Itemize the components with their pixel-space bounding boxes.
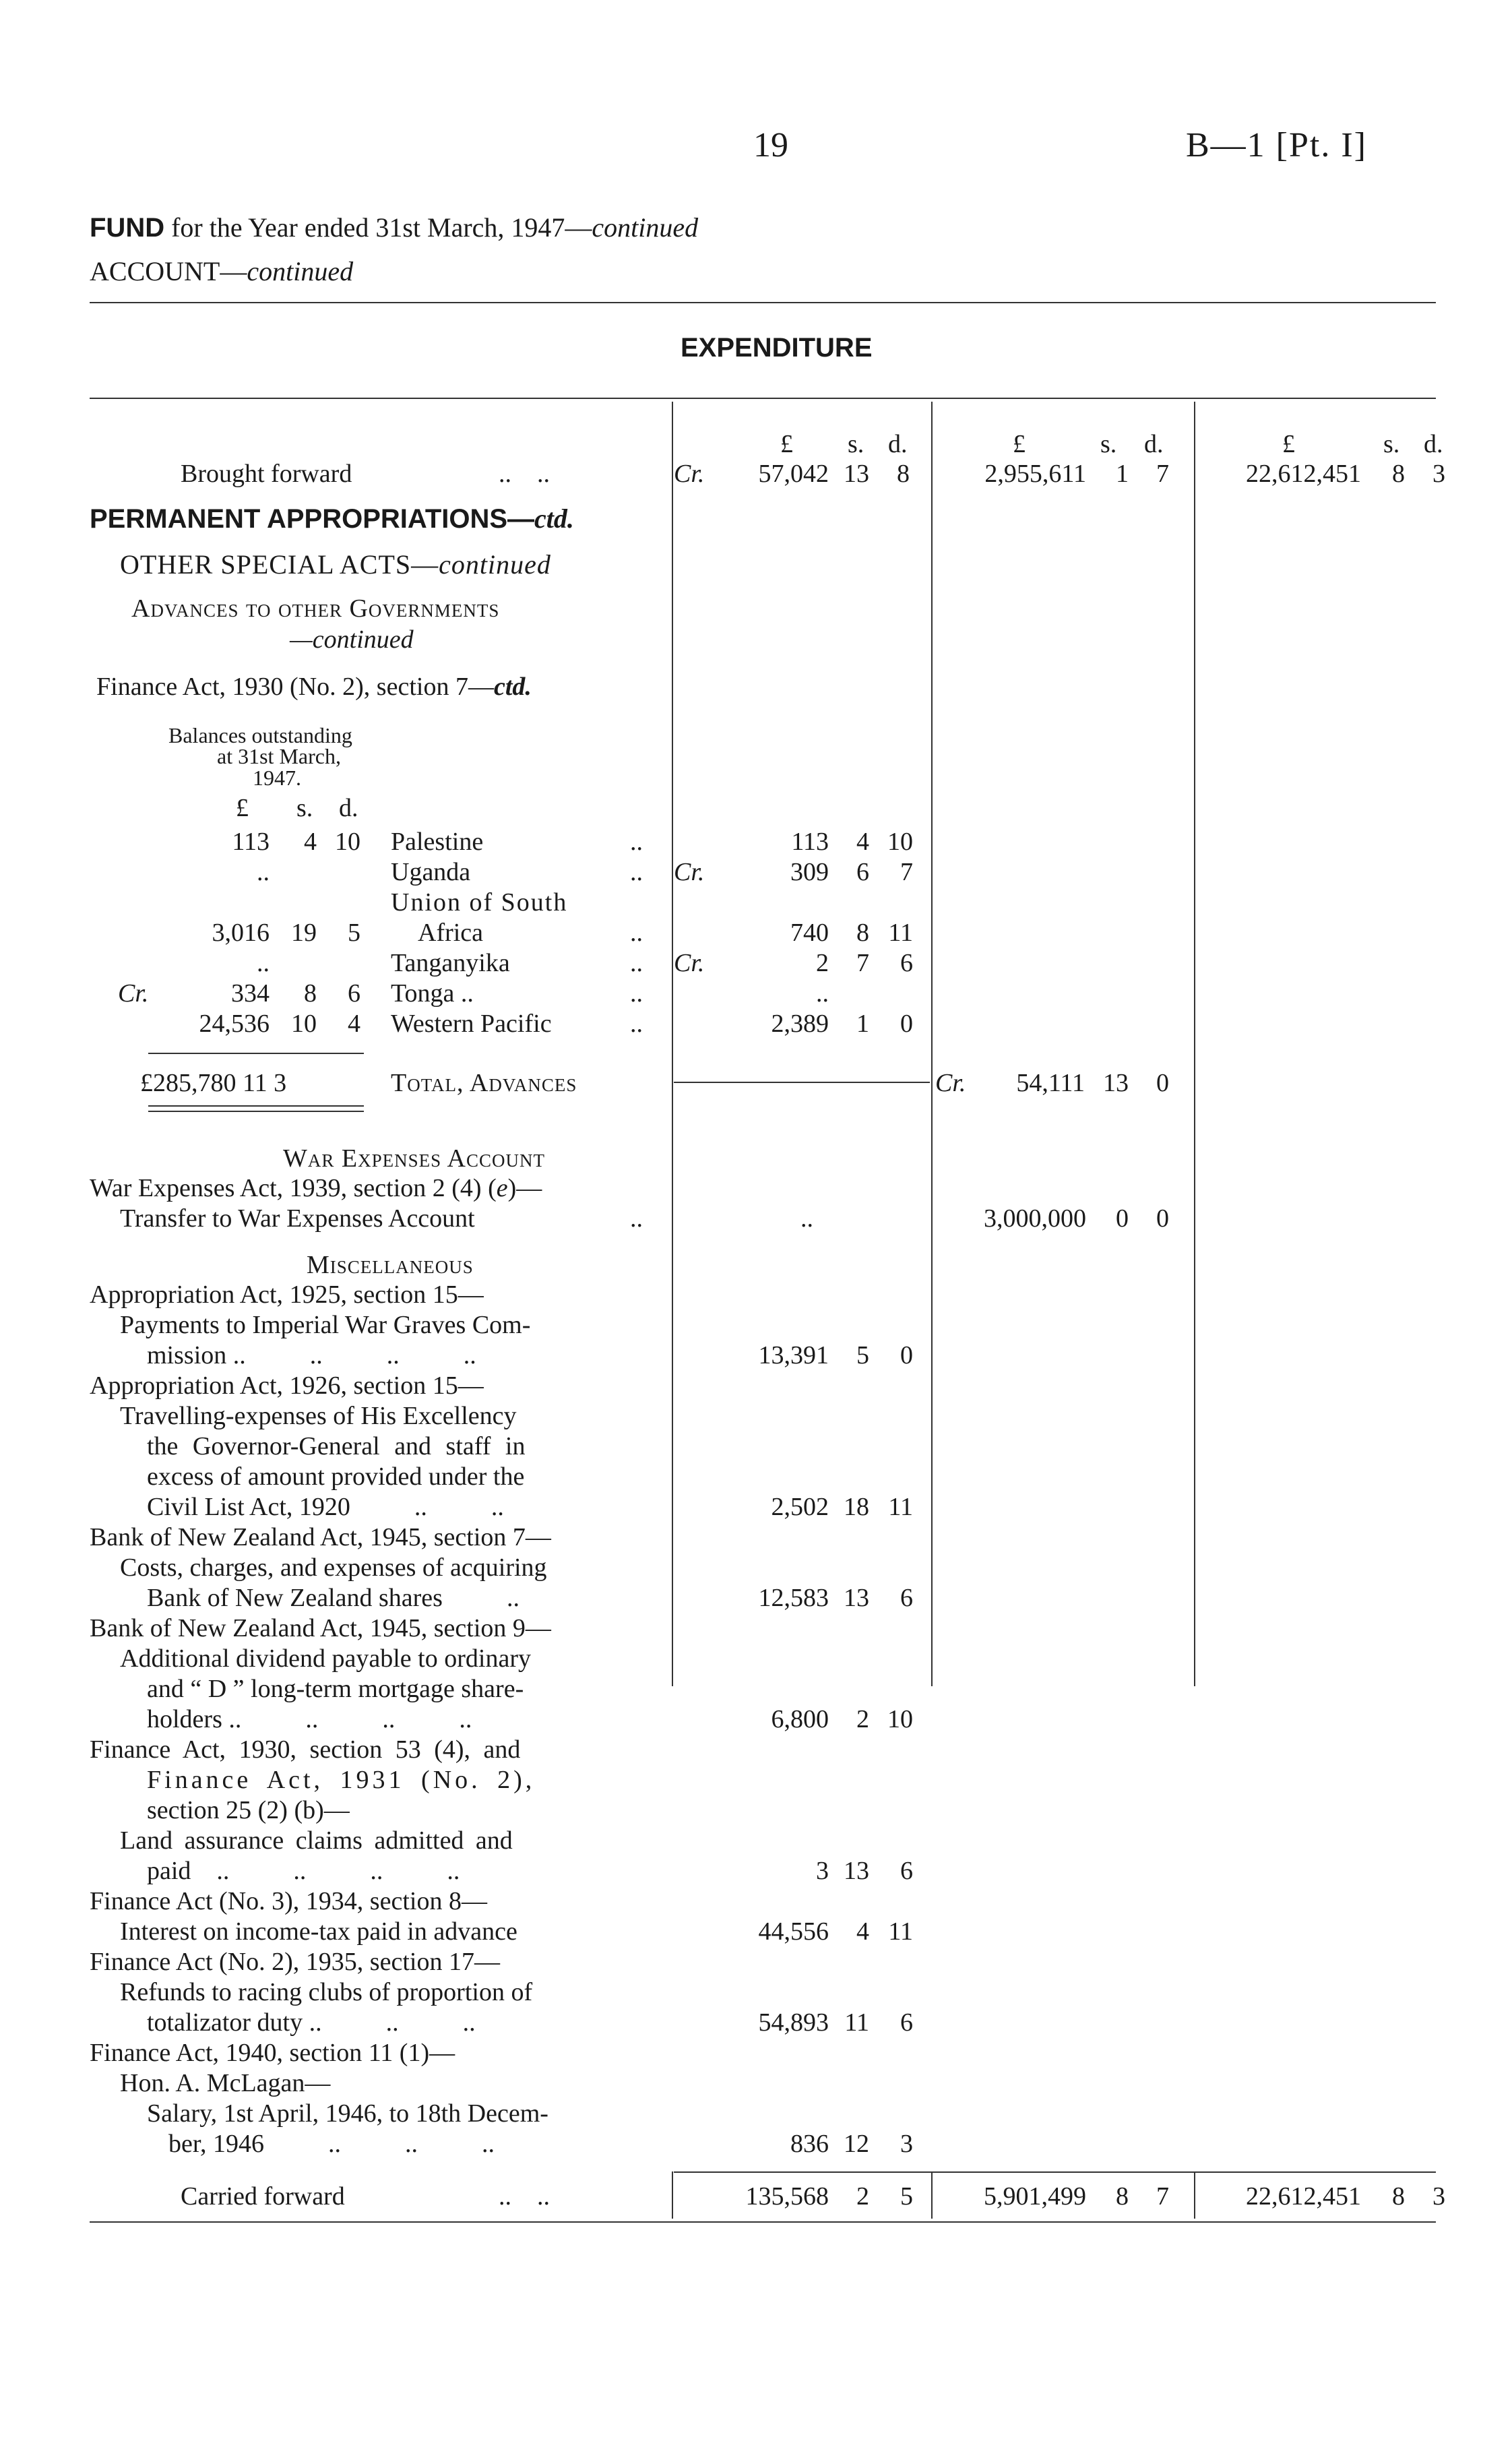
col3-pound-header: £ [1282, 430, 1295, 458]
advance-dots: .. [630, 858, 643, 886]
balances-rule-bottom-2 [148, 1111, 364, 1112]
advance-country: Union of South [391, 888, 568, 917]
page-number: 19 [753, 126, 788, 164]
cf-col1-pounds: 135,568 [745, 2182, 829, 2211]
misc-shillings: 18 [844, 1493, 869, 1521]
cf-col3-pounds: 22,612,451 [1246, 2182, 1361, 2211]
misc-line: Travelling-expenses of His Excellency [120, 1402, 517, 1430]
advance-shillings: 7 [856, 949, 869, 977]
misc-pence: 6 [900, 1584, 913, 1612]
col-rule-1 [672, 402, 673, 1686]
balances-note-line2: at 31st March, [217, 744, 341, 768]
balance-cr: Cr. [118, 979, 149, 1008]
advance-dots: .. [630, 979, 643, 1008]
advance-pounds: 113 [791, 828, 829, 856]
bf-col3-pence: 3 [1432, 460, 1445, 488]
misc-line: Appropriation Act, 1925, section 15— [90, 1281, 484, 1309]
misc-line: Land assurance claims admitted and [120, 1826, 513, 1855]
misc-line: Bank of New Zealand shares .. [147, 1584, 519, 1612]
balances-shillings-header: s. [296, 794, 313, 822]
balances-rule-top [148, 1053, 364, 1054]
misc-shillings: 5 [856, 1341, 869, 1369]
misc-line: and “ D ” long-term mortgage share- [147, 1675, 524, 1703]
total-advances-cr: Cr. [935, 1069, 966, 1097]
misc-pounds: 836 [790, 2130, 829, 2158]
advances-heading: Advances to other Governments [131, 594, 500, 623]
col-rule-2-cf [931, 2171, 933, 2219]
carried-forward-rule [674, 2171, 1436, 2173]
misc-line: Refunds to racing clubs of proportion of [120, 1978, 533, 2006]
total-advances-balance: £285,780 11 3 [140, 1069, 287, 1097]
bottom-rule [90, 2221, 1436, 2223]
misc-pounds: 6,800 [771, 1705, 829, 1733]
fund-continued: continued [592, 212, 699, 243]
advance-dots: .. [630, 949, 643, 977]
miscellaneous-heading: Miscellaneous [307, 1251, 474, 1279]
misc-line: Civil List Act, 1920 .. .. [147, 1493, 504, 1521]
top-rule [90, 302, 1436, 303]
misc-line: the Governor-General and staff in [147, 1432, 526, 1460]
col2-shillings-header: s. [1100, 430, 1117, 458]
advance-pounds: 2 [816, 949, 829, 977]
col3-shillings-header: s. [1383, 430, 1400, 458]
balance-pounds: .. [257, 858, 270, 886]
bf-col1-shillings: 13 [844, 460, 869, 488]
other-special-acts-heading: OTHER SPECIAL ACTS—continued [120, 549, 551, 580]
cf-col3-shillings: 8 [1392, 2182, 1405, 2211]
balances-note-line3: 1947. [253, 766, 301, 790]
col1-total-rule [674, 1082, 930, 1083]
advance-pounds: 309 [790, 858, 829, 886]
misc-line: Hon. A. McLagan— [120, 2069, 331, 2097]
misc-line: Bank of New Zealand Act, 1945, section 9— [90, 1614, 551, 1642]
balances-pence-header: d. [339, 794, 358, 822]
advance-shillings: 8 [856, 919, 869, 947]
misc-line: Appropriation Act, 1926, section 15— [90, 1371, 484, 1400]
bf-col2-pounds: 2,955,611 [984, 460, 1086, 488]
balance-pence: 6 [348, 979, 360, 1008]
misc-pence: 6 [900, 2008, 913, 2037]
carried-forward-label: Carried forward [181, 2182, 345, 2211]
col3-pence-header: d. [1424, 430, 1443, 458]
misc-line: totalizator duty .. .. .. [147, 2008, 476, 2037]
balance-pounds: 334 [231, 979, 270, 1008]
cf-col2-shillings: 8 [1116, 2182, 1129, 2211]
bf-col1-pounds: 57,042 [758, 460, 829, 488]
misc-pounds: 2,502 [771, 1493, 829, 1521]
war-expenses-pounds: 3,000,000 [984, 1204, 1086, 1233]
col1-pence-header: d. [888, 430, 908, 458]
advance-country: Tanganyika [391, 949, 510, 977]
misc-shillings: 11 [844, 2008, 869, 2037]
balance-shillings: 4 [304, 828, 317, 856]
misc-pounds: 3 [816, 1857, 829, 1885]
balance-pence: 4 [348, 1010, 360, 1038]
misc-pounds: 54,893 [758, 2008, 829, 2037]
misc-pence: 6 [900, 1857, 913, 1885]
advance-country: Palestine [391, 828, 484, 856]
balance-pounds: 24,536 [199, 1010, 270, 1038]
advance-dots: .. [630, 1010, 643, 1038]
misc-line: Bank of New Zealand Act, 1945, section 7— [90, 1523, 551, 1551]
brought-forward-dots: .. .. [499, 460, 550, 488]
advance-shillings: 6 [856, 858, 869, 886]
misc-shillings: 13 [844, 1857, 869, 1885]
advance-country: Uganda [391, 858, 471, 886]
misc-line: Payments to Imperial War Graves Com- [120, 1311, 531, 1339]
misc-line: section 25 (2) (b)— [147, 1796, 350, 1824]
advance-pence: 0 [900, 1010, 913, 1038]
cf-col3-pence: 3 [1432, 2182, 1445, 2211]
misc-line: Additional dividend payable to ordinary [120, 1644, 531, 1673]
cf-col2-pounds: 5,901,499 [984, 2182, 1086, 2211]
misc-pounds: 12,583 [758, 1584, 829, 1612]
war-expenses-col1-dots: .. [800, 1204, 813, 1233]
account-continued: continued [247, 256, 354, 286]
misc-line: excess of amount provided under the [147, 1462, 525, 1491]
balance-pence: 10 [335, 828, 360, 856]
col1-pound-header: £ [780, 430, 793, 458]
misc-pence: 3 [900, 2130, 913, 2158]
advance-cr: Cr. [674, 858, 705, 886]
cf-col2-pence: 7 [1156, 2182, 1169, 2211]
war-expenses-shillings: 0 [1116, 1204, 1129, 1233]
advance-cr: Cr. [674, 949, 705, 977]
bf-col2-pence: 7 [1156, 460, 1169, 488]
misc-shillings: 4 [856, 1917, 869, 1946]
bf-col3-pounds: 22,612,451 [1246, 460, 1361, 488]
balance-pounds: .. [257, 949, 270, 977]
misc-line: Costs, charges, and expenses of acquiring [120, 1553, 547, 1582]
balance-shillings: 8 [304, 979, 317, 1008]
balance-shillings: 10 [291, 1010, 317, 1038]
advance-country: Africa [418, 919, 484, 947]
advance-pence: 11 [888, 919, 913, 947]
misc-line: mission .. .. .. .. [147, 1341, 476, 1369]
brought-forward-cr: Cr. [674, 460, 705, 488]
misc-shillings: 12 [844, 2130, 869, 2158]
misc-pence: 11 [888, 1493, 913, 1521]
misc-shillings: 2 [856, 1705, 869, 1733]
misc-line: Finance Act (No. 2), 1935, section 17— [90, 1948, 500, 1976]
col-rule-2 [931, 402, 933, 1686]
misc-line: Finance Act, 1930, section 53 (4), and [90, 1735, 521, 1764]
war-expenses-heading: War Expenses Account [283, 1144, 545, 1173]
header-rule [90, 398, 1436, 399]
misc-pounds: 13,391 [758, 1341, 829, 1369]
col1-shillings-header: s. [848, 430, 864, 458]
permanent-appropriations-heading: PERMANENT APPROPRIATIONS—ctd. [90, 503, 574, 534]
col-rule-3-cf [1194, 2171, 1195, 2219]
war-expenses-pence: 0 [1156, 1204, 1169, 1233]
misc-line: Finance Act (No. 3), 1934, section 8— [90, 1887, 487, 1915]
advance-country: Western Pacific [391, 1010, 552, 1038]
misc-line: Finance Act, 1931 (No. 2), [147, 1766, 536, 1794]
total-advances-pounds: 54,111 [1016, 1069, 1085, 1097]
misc-line: Finance Act, 1940, section 11 (1)— [90, 2039, 455, 2067]
advance-shillings: 4 [856, 828, 869, 856]
balance-pence: 5 [348, 919, 360, 947]
advance-dots: .. [630, 919, 643, 947]
col2-pence-header: d. [1144, 430, 1164, 458]
advance-pounds: 2,389 [771, 1010, 829, 1038]
doc-reference: B—1 [Pt. I] [1186, 126, 1367, 164]
misc-line: ber, 1946 .. .. .. [168, 2130, 495, 2158]
brought-forward-label: Brought forward [181, 460, 352, 488]
total-advances-label: Total, Advances [391, 1069, 577, 1097]
advances-continued: —continued [290, 625, 414, 654]
misc-pence: 10 [887, 1705, 913, 1733]
misc-line: paid .. .. .. .. [147, 1857, 460, 1885]
cf-col1-shillings: 2 [856, 2182, 869, 2211]
col2-pound-header: £ [1013, 430, 1026, 458]
misc-line: Interest on income-tax paid in advance [120, 1917, 517, 1946]
misc-pounds: 44,556 [758, 1917, 829, 1946]
misc-line: Salary, 1st April, 1946, to 18th Decem- [147, 2099, 548, 2128]
cf-col1-pence: 5 [900, 2182, 913, 2211]
misc-line: holders .. .. .. .. [147, 1705, 472, 1733]
war-expenses-dots: .. [630, 1204, 643, 1233]
col-rule-1-cf [672, 2171, 673, 2219]
total-advances-shillings: 13 [1103, 1069, 1129, 1097]
balances-pound-header: £ [236, 794, 249, 822]
account-rest: ACCOUNT— [90, 256, 247, 286]
advance-country: Tonga .. [391, 979, 474, 1008]
col-rule-3 [1194, 402, 1195, 1686]
account-title-line [90, 258, 353, 285]
finance-act-1930-heading: Finance Act, 1930 (No. 2), section 7—ctd. [96, 673, 532, 701]
total-advances-pence: 0 [1156, 1069, 1169, 1097]
fund-rest: for the Year ended 31st March, 1947— [171, 212, 592, 243]
balance-pounds: 113 [232, 828, 270, 856]
advance-pence: 10 [887, 828, 913, 856]
balances-rule-bottom-1 [148, 1105, 364, 1107]
advance-pence: 6 [900, 949, 913, 977]
balance-shillings: 19 [291, 919, 317, 947]
balance-pounds: 3,016 [212, 919, 270, 947]
fund-bold: FUND [90, 213, 165, 243]
war-expenses-act-line: War Expenses Act, 1939, section 2 (4) (e)— [90, 1174, 542, 1202]
carried-forward-dots: .. .. [499, 2182, 550, 2211]
advance-pounds: .. [816, 979, 829, 1008]
advance-pence: 7 [900, 858, 913, 886]
section-title: EXPENDITURE [681, 333, 873, 363]
misc-shillings: 13 [844, 1584, 869, 1612]
advance-dots: .. [630, 828, 643, 856]
advance-pounds: 740 [790, 919, 829, 947]
advance-shillings: 1 [856, 1010, 869, 1038]
war-expenses-transfer-line: Transfer to War Expenses Account [120, 1204, 475, 1233]
fund-title-line [90, 214, 698, 241]
misc-pence: 0 [900, 1341, 913, 1369]
bf-col3-shillings: 8 [1392, 460, 1405, 488]
bf-col2-shillings: 1 [1116, 460, 1129, 488]
bf-col1-pence: 8 [897, 460, 910, 488]
misc-pence: 11 [888, 1917, 913, 1946]
balances-note-line1: Balances outstanding [168, 723, 352, 747]
